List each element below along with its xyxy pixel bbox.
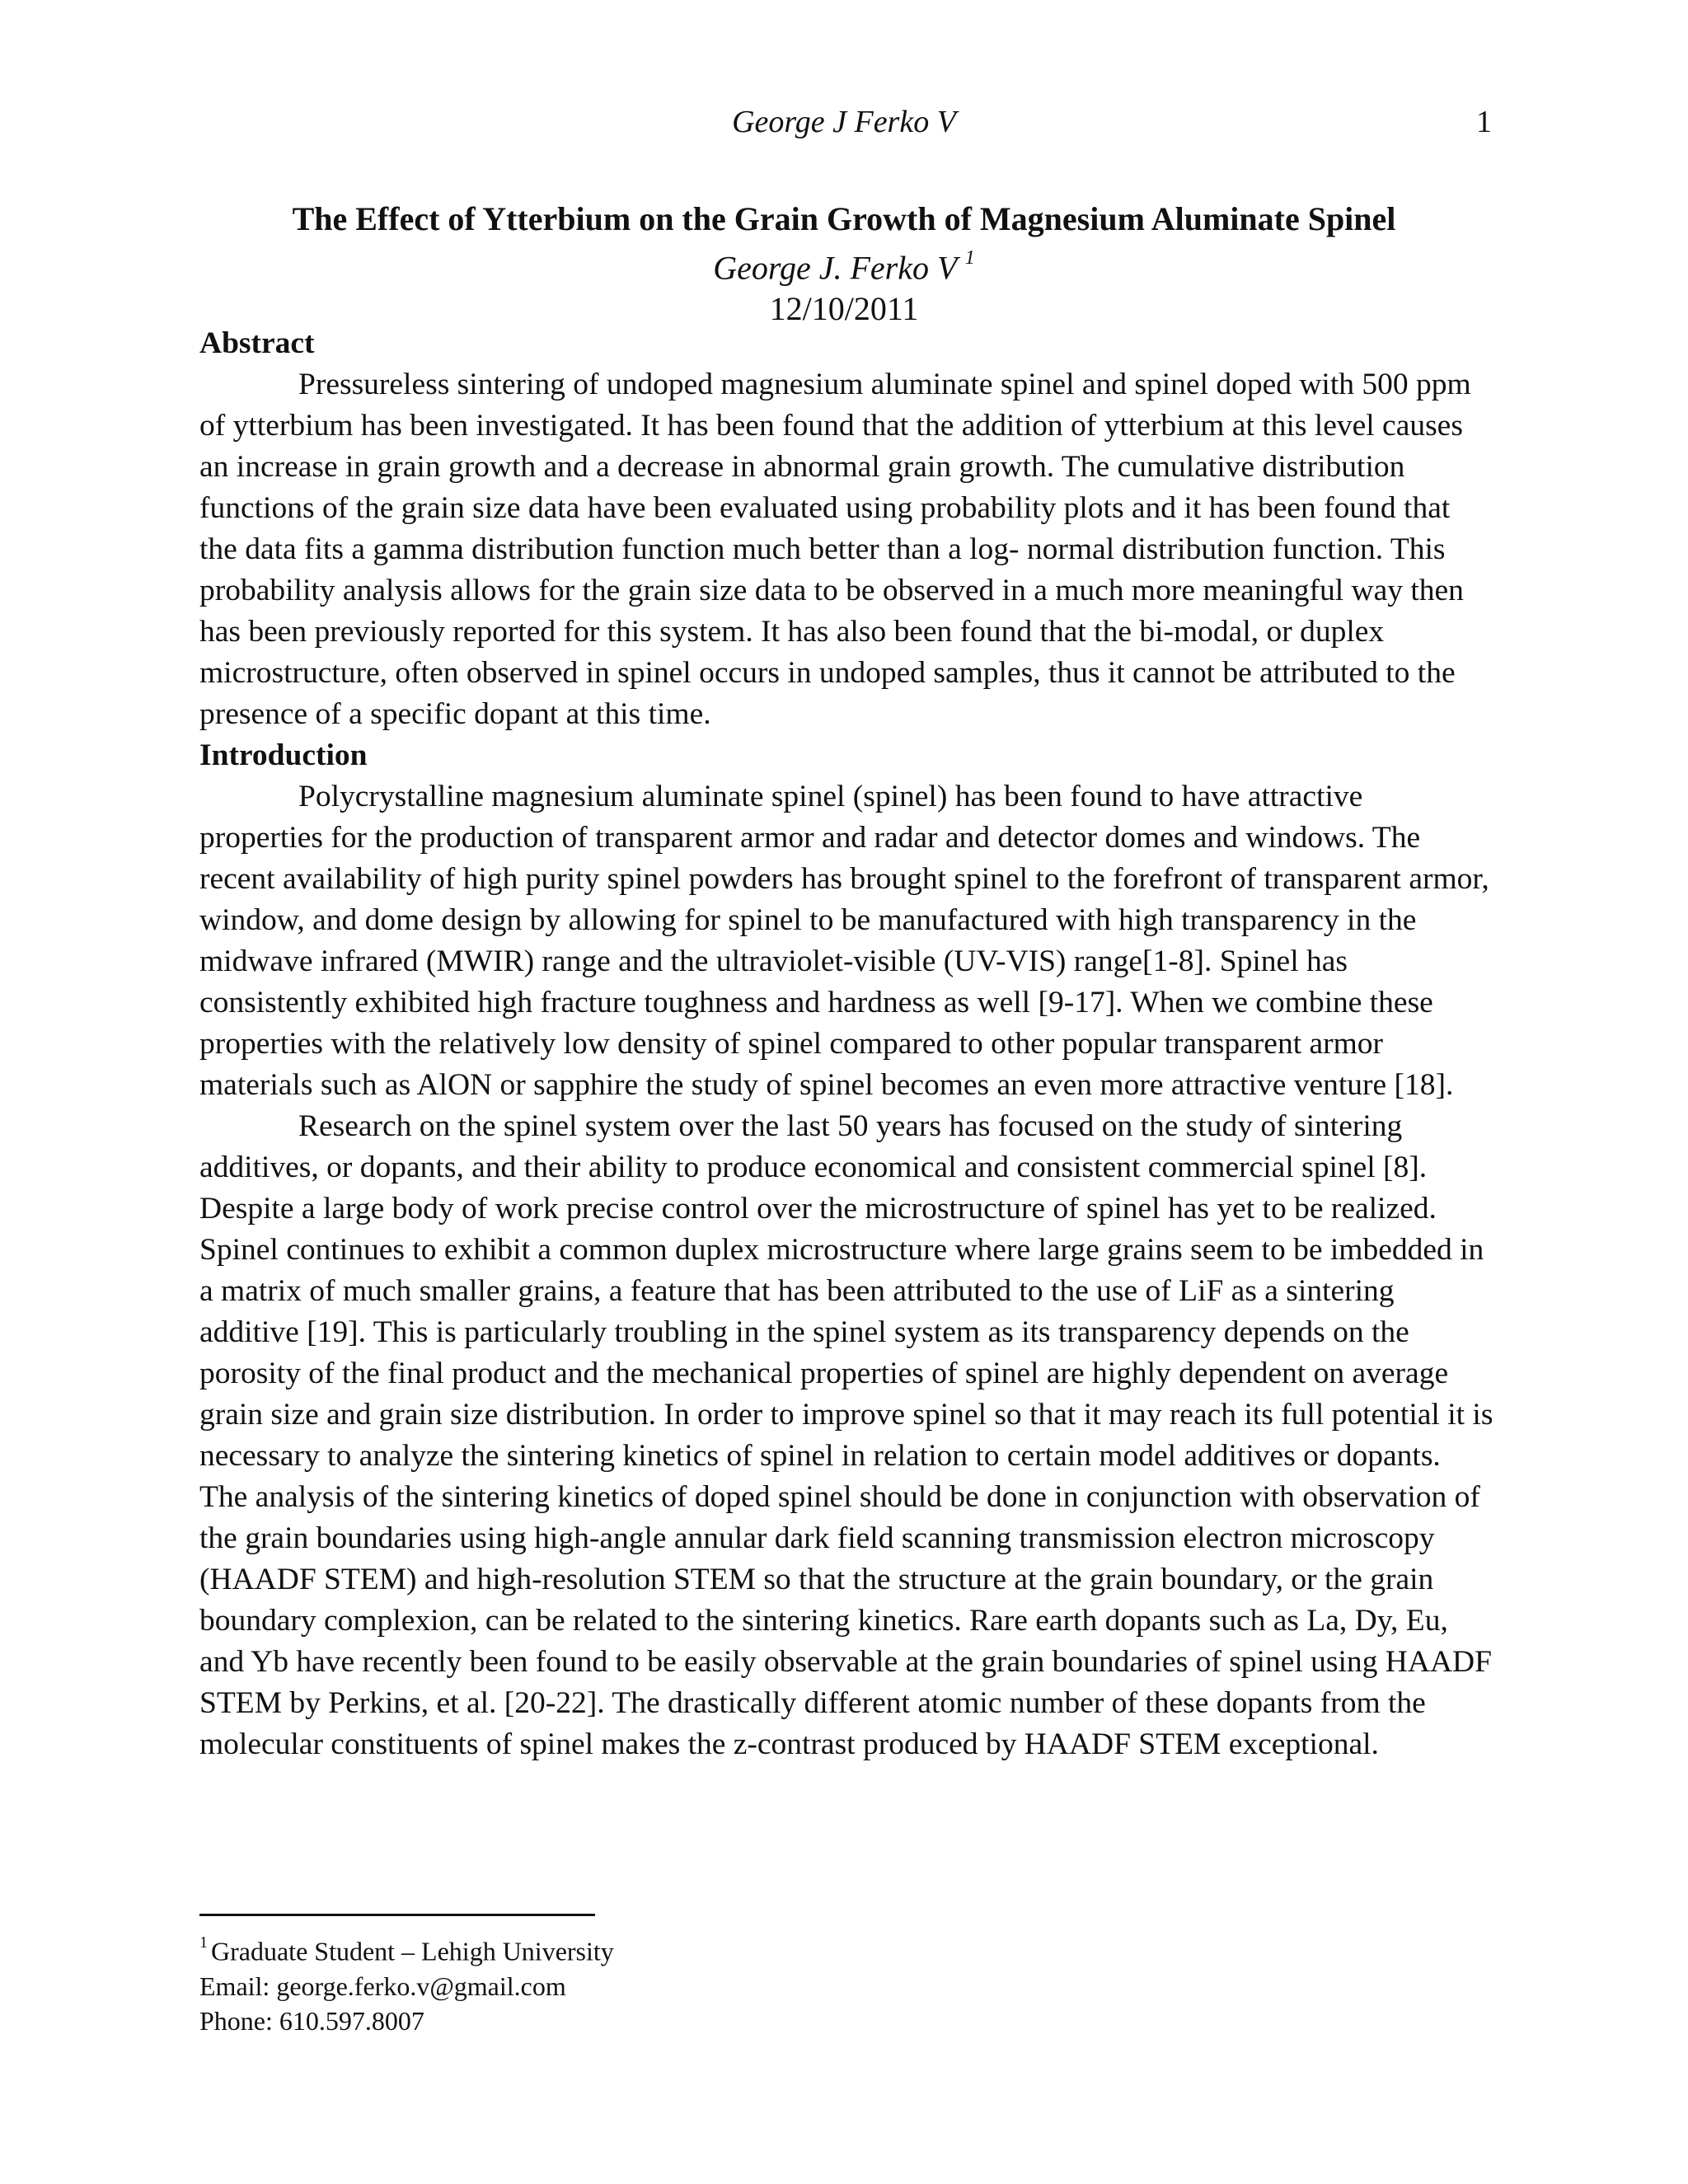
footnote-line-1 bbox=[199, 1929, 614, 1969]
author-line bbox=[0, 241, 1688, 288]
introduction-paragraph-1: Polycrystalline magnesium aluminate spinel (spinel) has been found to have attractive properties for the production of transparent armor and radar and detector domes and windows. The recent availability of high purity spinel powders has brought spinel to the forefront of transparent armor, window, and dome design by allowing for spinel to be manufactured with high transparency in the midwave infrared (MWIR) range and the ultraviolet-visible (UV-VIS) range[1-8]. Spinel has consistently exhibited high fracture toughness and hardness as well [9-17]. When we combine these properties with the relatively low density of spinel compared to other popular transparent armor materials such as AlON or sapphire the study of spinel becomes an even more attractive venture [18]. bbox=[199, 780, 1489, 1102]
paper-date: 12/10/2011 bbox=[769, 290, 919, 328]
abstract-heading: Abstract bbox=[199, 326, 315, 360]
running-header-author: George J Ferko V bbox=[732, 105, 956, 139]
footnote-mark: 1 bbox=[199, 1933, 208, 1952]
footnote-phone: Phone: 610.597.8007 bbox=[199, 2005, 424, 2036]
introduction-paragraph-2: Research on the spinel system over the last 50 years has focused on the study of sintering additives, or dopants, and their ability to produce economical and consistent commercial spinel [8]. Despite a large body of work precise control over the microstructure of spinel has yet to be realized. Spinel continues to exhibit a common duplex microstructure where large grains seem to be imbedded in a matrix of much smaller grains, a feature that has been attributed to the use of LiF as a sintering additive [19]. This is particularly troubling in the spinel system as its transparency depends on the porosity of the final product and the mechanical properties of spinel are highly dependent on average grain size and grain size distribution. In order to improve spinel so that it may reach its full potential it is necessary to analyze the sintering kinetics of spinel in relation to certain model additives or dopants. The analysis of the sintering kinetics of doped spinel should be done in conjunction with observation of the grain boundaries using high-angle annular dark field scanning transmission electron microscopy (HAADF STEM) and high-resolution STEM so that the structure at the grain boundary, or the grain boundary complexion, can be related to the sintering kinetics. Rare earth dopants such as La, Dy, Eu, and Yb have recently been found to be easily observable at the grain boundaries of spinel using HAADF STEM by Perkins, et al. [20-22]. The drastically different atomic number of these dopants from the molecular constituents of spinel makes the z-contrast produced by HAADF STEM exceptional. bbox=[199, 1109, 1493, 1761]
page-header bbox=[0, 97, 1688, 147]
abstract-text: Pressureless sintering of undoped magnesium aluminate spinel and spinel doped with 500 ppm of ytterbium has been investigated. It has been found that the addition of ytterbium at this level causes an increase in grain growth and a decrease in abnormal grain growth. The cumulative distribution functions of the grain size data have been evaluated using probability plots and it has been found that the data fits a gamma distribution function much better than a log- normal distribution function. This probability analysis allows for the grain size data to be observed in a much more meaningful way then has been previously reported for this system. It has also been found that the bi-modal, or duplex microstructure, often observed in spinel occurs in undoped samples, thus it cannot be attributed to the presence of a specific dopant at this time. bbox=[199, 368, 1471, 731]
author-name: George J. Ferko V bbox=[713, 249, 957, 287]
footnote bbox=[199, 1929, 614, 2038]
footnote-divider bbox=[199, 1914, 595, 1916]
introduction-heading: Introduction bbox=[199, 738, 368, 772]
paper-title: The Effect of Ytterbium on the Grain Growth of Magnesium Aluminate Spinel bbox=[292, 200, 1396, 237]
footnote-affiliation: Graduate Student – Lehigh University bbox=[211, 1936, 614, 1966]
paper-body bbox=[199, 323, 1493, 1765]
title-block bbox=[0, 198, 1688, 330]
author-footnote-mark: 1 bbox=[964, 247, 975, 269]
footnote-email: Email: george.ferko.v@gmail.com bbox=[199, 1971, 566, 2001]
page-number: 1 bbox=[1476, 105, 1492, 139]
